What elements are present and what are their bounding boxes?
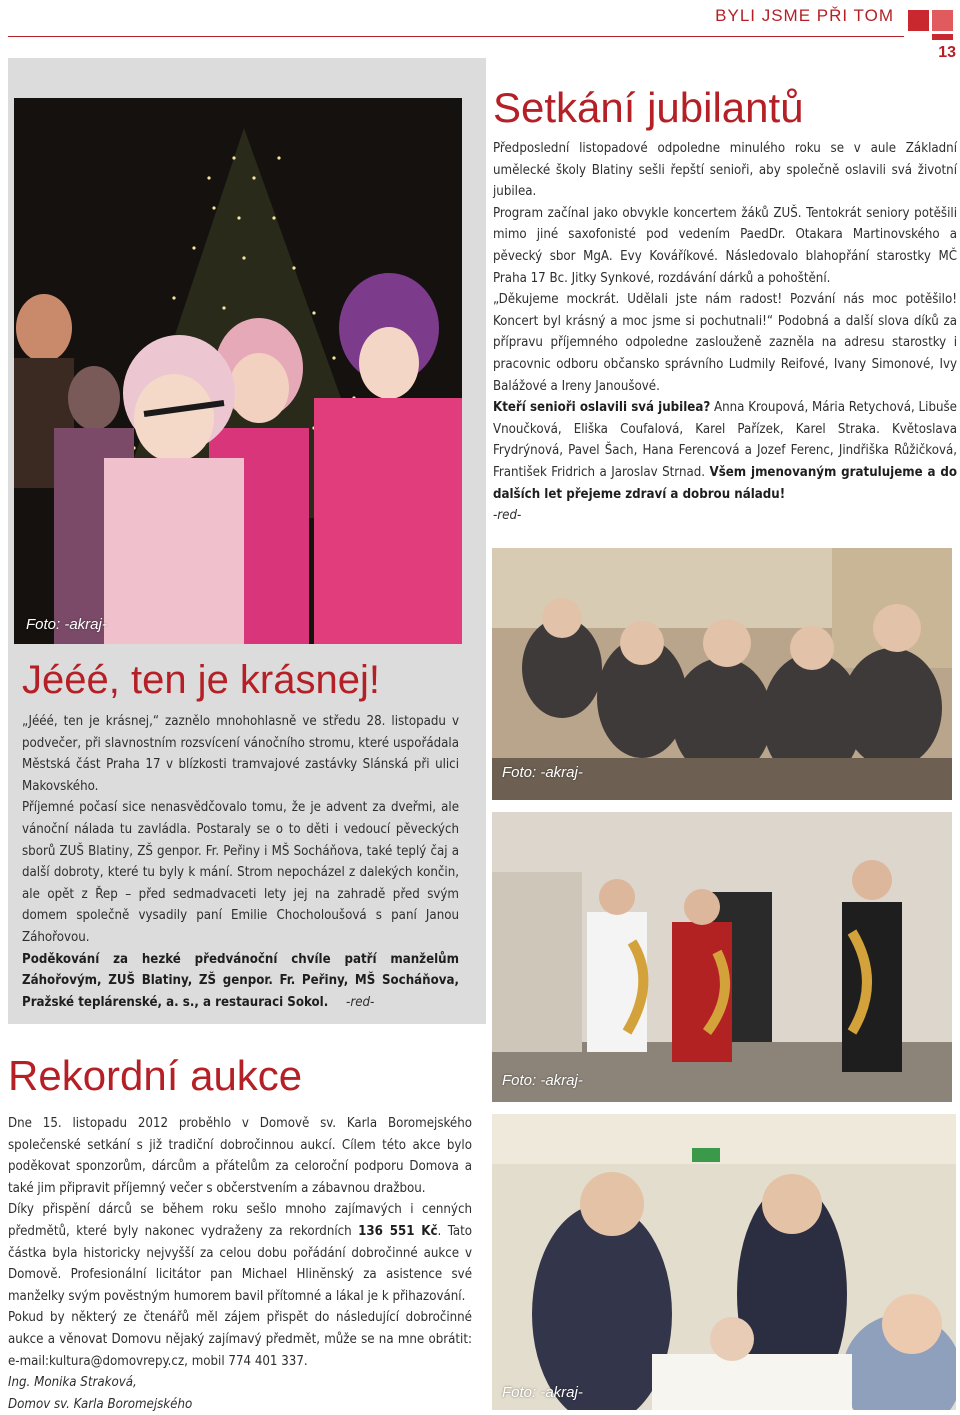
- header-rule: [8, 36, 904, 37]
- article3-body: [8, 1113, 472, 1415]
- article2-paragraph: Příjemné počasí sice nenasvědčovalo tomu, že je advent za dveřmi, ale vánoční nálada tu zavládla. Postaraly se o to děti i vedoucí pěveckých sborů ZUŠ Blatiny, ZŠ genpor. Fr. Peřiny i MŠ Socháňova, také teplý čaj a další dobroty, které tu byly k mání. Strom nepocházel z dalekých končin, ale opět z Řep – před sedmadvaceti lety jej na zahradě před svým domem společně vysadily paní Emilie Chocholoušová s paní Janou Záhořovou.: [22, 800, 459, 945]
- article2-title: Jééé, ten je krásnej!: [22, 658, 380, 702]
- section-label: BYLI JSME PŘI TOM: [715, 6, 894, 25]
- article3-paragraph: Díky přispění dárců se během roku sešlo mnoho zajímavých i cenných předmětů, které byly nakonec vydraženy za rekordních 136 551 Kč. Tato částka byla historicky nejvyšší za celou dobu pořádání dobročinné aukce v Domově. Profesionální licitátor pan Michael Hlinĕnský za asistence své manželky svým povĕstným humorem baviI přítomné a lákal je k přihazování.: [8, 1202, 473, 1304]
- article1-paragraph: Program začínal jako obvykle koncertem žáků ZUŠ. Tentokrát seniory potěšili mimo jiné saxofonisté pod vedením PaedDr. Otakara Martinovského a pěvecký sbor MgA. Evy Kováříkové. Následovalo blahopřání starostky MČ Praha 17 Bc. Jitky Synkové, rozdávání dárků a pohoštění.: [493, 205, 957, 286]
- article1-body: [493, 138, 957, 527]
- article1-jubilants: Kteří senioři oslavili svá jubilea? Anna Kroupová, Mária Retychová, Libuše Vnoučková, Eliška Coufalová, Karel Pařízek, Karel Straka. Květoslava Frydrýnová, Pavel Šach, Hana Ferencová a Jozef Ferenc, Jindřiška Růžičková, František Fridrich a Jaroslav Strnad. Všem jmenovaným gratulujeme a do dalších let přejeme zdraví a dobrou náladu!: [493, 400, 957, 502]
- article3-paragraph: Dne 15. listopadu 2012 proběhlo v Domově sv. Karla Boromejského společenské setkání s již tradiční dobročinnou aukcí. Cílem této akce bylo poděkovat sponzorům, dárcům a přátelům za celoroční podporu Domova a také jim připravit příjemný večer s občerstvením a zábavnou dražbou.: [8, 1116, 472, 1196]
- photo-audience: [492, 548, 952, 800]
- photo-saxophonists: [492, 812, 952, 1102]
- article3-signature-name: Ing. Monika Straková,: [8, 1375, 137, 1391]
- magazine-logo-icon: [908, 10, 958, 40]
- photo-children-singing: [14, 98, 462, 644]
- photo-caption: Foto: -akraj-: [502, 764, 583, 781]
- article3-title: Rekordní aukce: [8, 1052, 303, 1099]
- article1-paragraph: Předposlední listopadové odpoledne minulého roku se v aule Základní umělecké školy Blatiny sešli řepští senioři, aby společně oslavili svá životní jubilea.: [493, 141, 957, 200]
- photo-auction: [492, 1114, 956, 1410]
- article1-signature: -red-: [493, 508, 522, 524]
- photo-caption: Foto: -akraj-: [502, 1384, 583, 1401]
- article2-thanks: Poděkování za hezké předvánoční chvíle patří manželům Záhořovým, ZUŠ Blatiny, ZŠ genpor. Fr. Peřiny, MŠ Socháňova, Pražské teplárenské, a. s., a restauraci Sokol. -red-: [22, 951, 459, 1010]
- article2-paragraph: „Jééé, ten je krásnej,“ zaznělo mnohohlasně ve středu 28. listopadu v podvečer, při slavnostním rozsvícení vánočního stromu, které uspořádala Městská část Praha 17 v blízkosti tramvajové zastávky Slánská při ulici Makovského.: [22, 714, 459, 794]
- article1-quote-paragraph: „Děkujeme mockrát. Udělali jste nám radost! Pozvání nás moc potěšilo! Koncert byl krásný a moc jsme si pochutnali!“ Podobná a další slova díků za přípravu příjemného odpoledne zaslouženě zazněla na adresu starostky i pracovnic odboru občansko správního Ludmily Reifové, Ivany Simonové, Ivy Balážové a Ireny Janoušové.: [493, 292, 957, 394]
- article3-signature-org: Domov sv. Karla Boromejského: [8, 1396, 193, 1412]
- page-number: 13: [938, 44, 956, 61]
- photo-caption: Foto: -akraj-: [502, 1072, 583, 1089]
- auction-total-amount: 136 551 Kč: [358, 1223, 438, 1239]
- article3-paragraph: Pokud by některý ze čtenářů měl zájem přispět do následující dobročinné aukce a věnovat Domovu nějaký zajímavý předmět, může se na mne obrátit: e-mail:kultura@domovrepy.cz, mobil 774 401 337.: [8, 1310, 472, 1369]
- article1-title: Setkání jubilantů: [493, 84, 804, 131]
- photo-caption: Foto: -akraj-: [26, 616, 107, 633]
- article2-body: [22, 711, 459, 1013]
